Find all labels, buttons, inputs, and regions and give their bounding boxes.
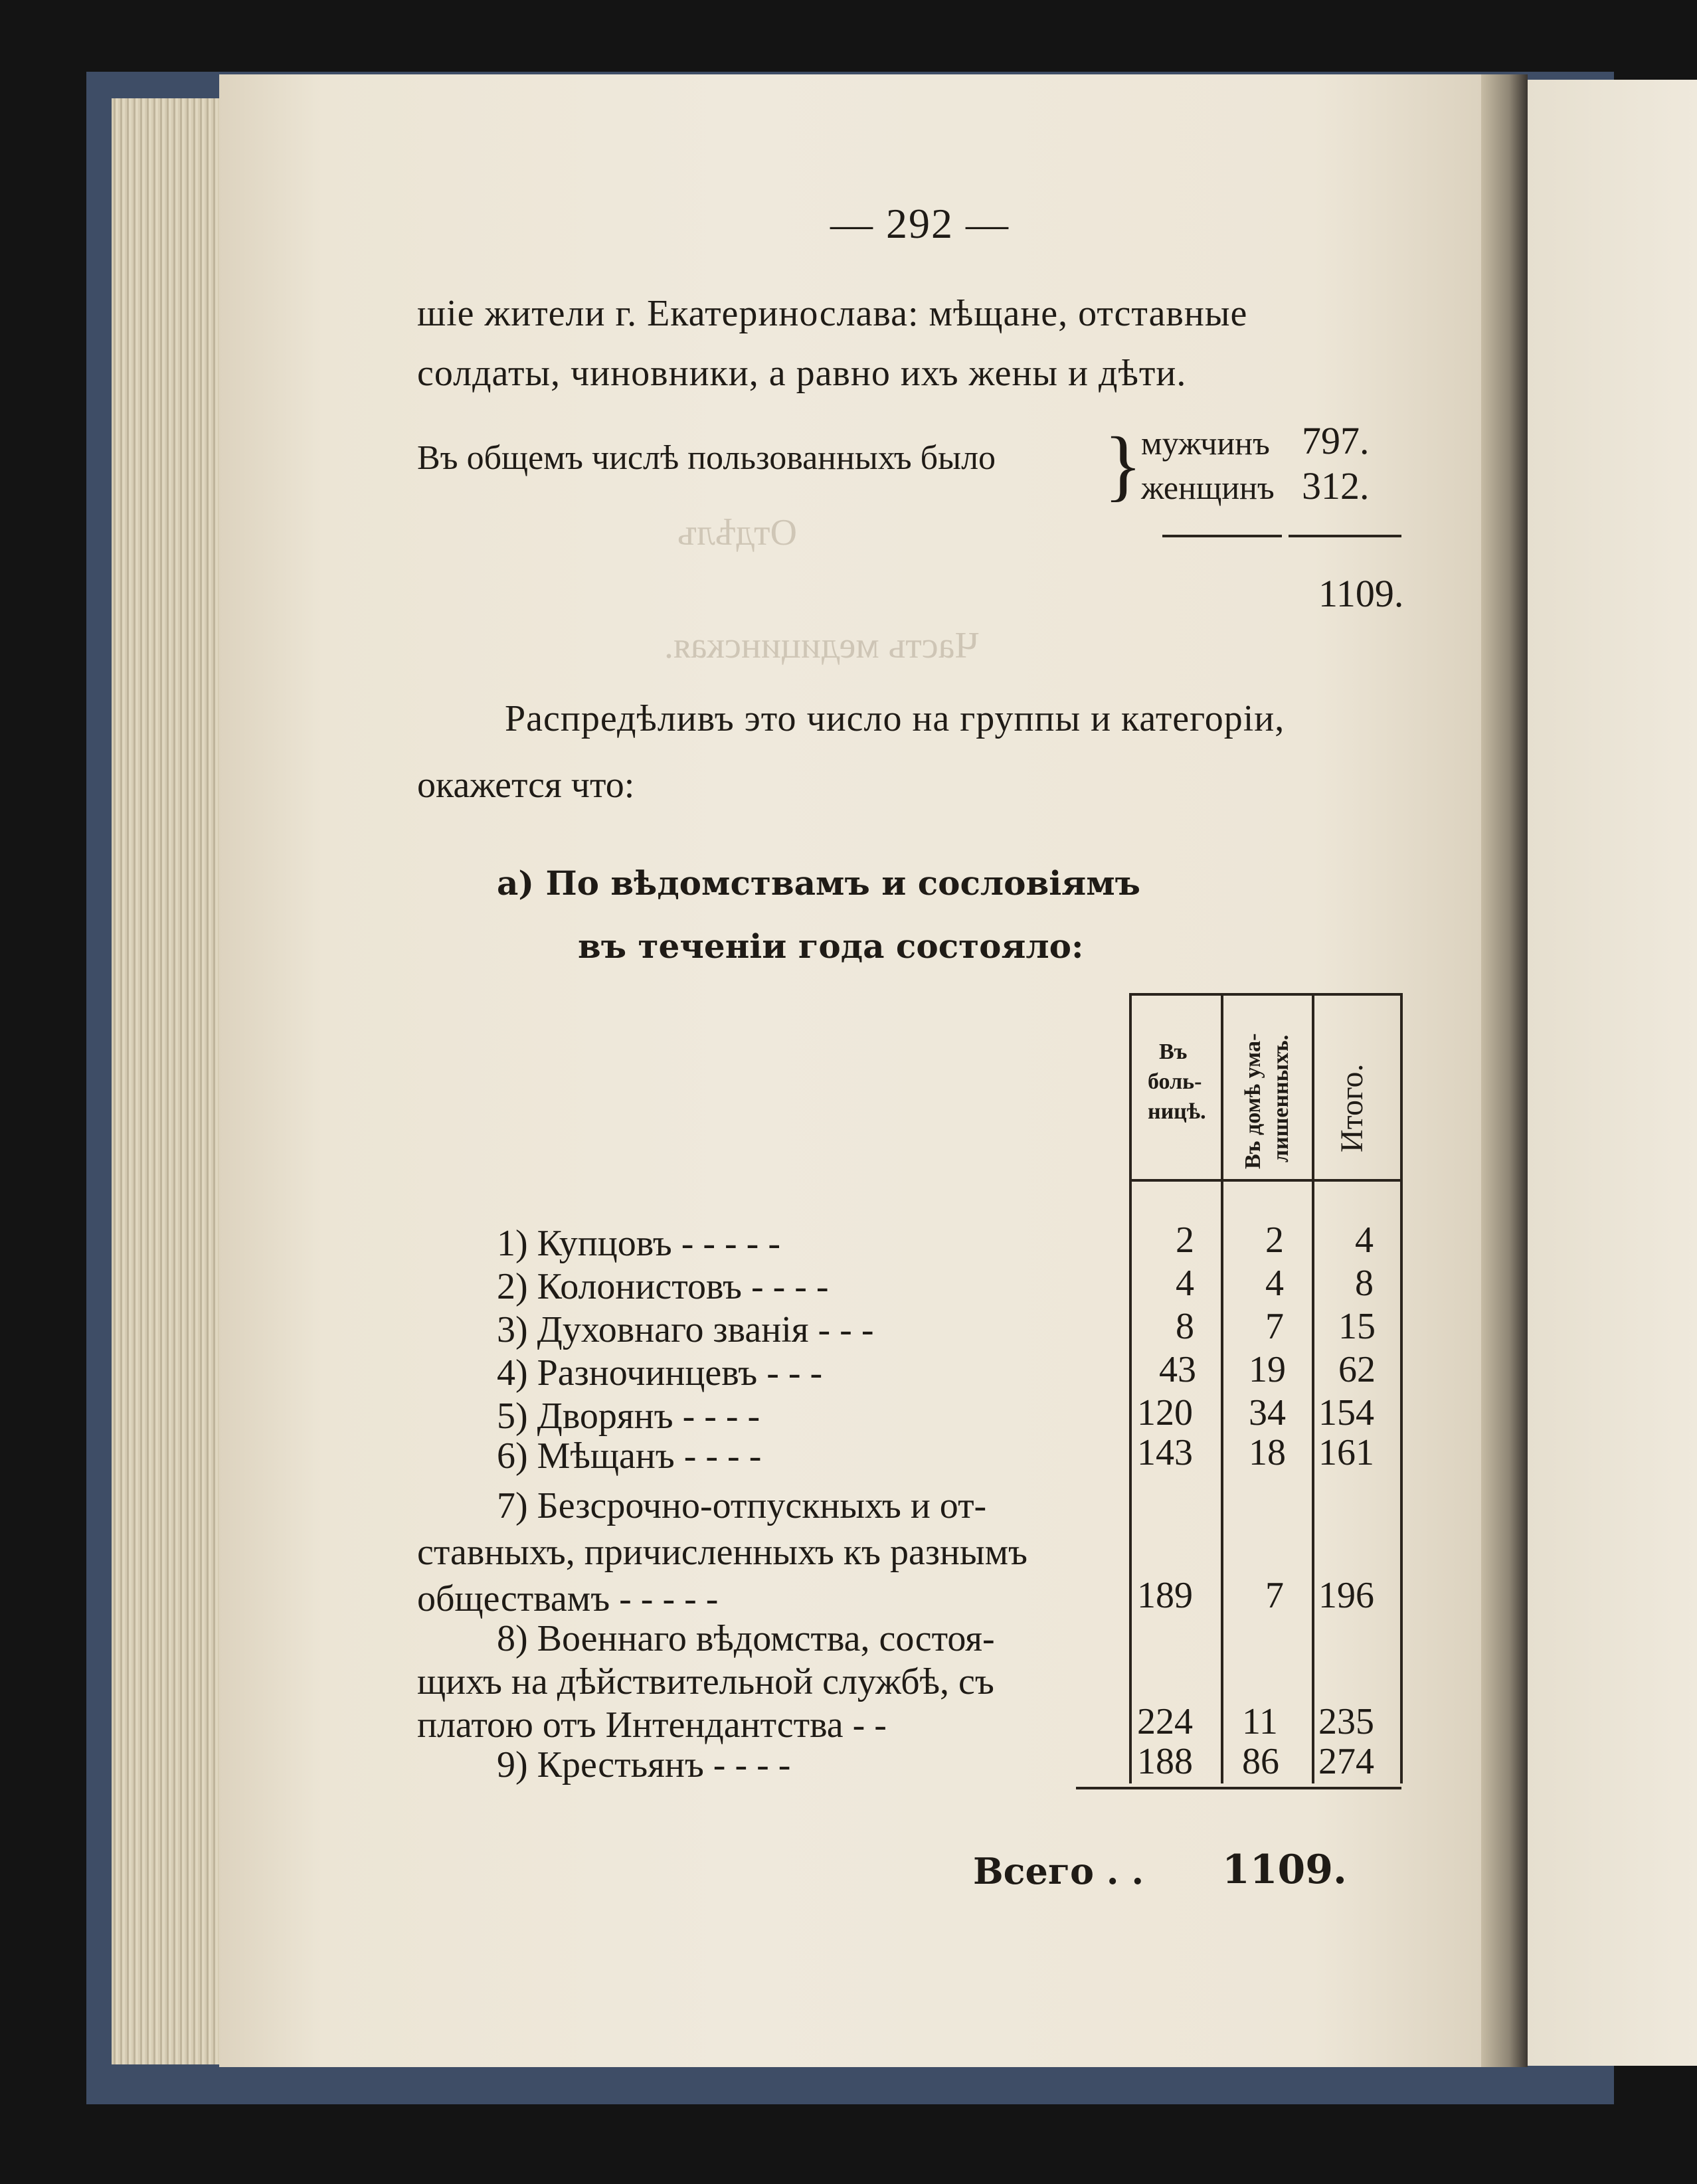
table-bottom-rule [1076,1787,1401,1789]
col-header-asylum: лишенныхъ. [1269,1034,1293,1162]
page-number: — 292 — [830,200,1010,247]
table-row-label: ставныхъ, причисленныхъ къ разнымъ [417,1532,1027,1573]
table-cell: 19 [1249,1349,1286,1390]
page-gutter [1481,74,1528,2067]
table-cell: 7 [1265,1306,1284,1347]
col-header-hospital: боль- [1148,1069,1202,1094]
table-col-rule [1221,993,1223,1783]
grand-total-label: Всего . . [973,1850,1144,1892]
table-cell: 62 [1338,1349,1376,1390]
table-cell: 4 [1265,1263,1284,1304]
table-cell: 18 [1249,1432,1286,1473]
table-cell: 8 [1355,1263,1374,1304]
grand-total-value: 1109. [1222,1847,1347,1893]
col-header-total: Итого. [1334,1063,1370,1152]
table-row-label: 4) Разночинцевъ - - - [497,1352,823,1394]
text-line: окажется что: [417,765,635,806]
table-cell: 143 [1137,1432,1193,1473]
show-through-text: Отдѣлъ [677,512,797,553]
table-col-rule [1400,993,1403,1783]
text-line: Распредѣливъ это число на группы и категоріи, [505,698,1285,739]
table-cell: 274 [1318,1741,1374,1782]
table-cell: 34 [1249,1392,1286,1433]
table-cell: 189 [1137,1575,1193,1616]
men-value: 797. [1302,419,1370,462]
table-row-label: 8) Военнаго вѣдомства, состоя- [497,1618,995,1659]
table-row-label: 2) Колонистовъ - - - - [497,1266,829,1307]
table-cell: 15 [1338,1306,1376,1347]
table-cell: 120 [1137,1392,1193,1433]
table-cell: 11 [1242,1701,1278,1742]
section-heading: а) По вѣдомствамъ и сословіямъ [497,864,1140,903]
table-header-rule [1129,1179,1401,1182]
table-cell: 86 [1242,1741,1279,1782]
table-cell: 2 [1265,1220,1284,1261]
col-header-hospital: ницѣ. [1148,1099,1206,1124]
table-cell: 161 [1318,1432,1374,1473]
section-heading: въ теченіи года состояло: [578,927,1084,966]
table-cell: 196 [1318,1575,1374,1616]
table-col-rule [1129,993,1132,1783]
table-cell: 8 [1176,1306,1194,1347]
table-top-rule [1129,993,1401,996]
text-line: солдаты, чиновники, а равно ихъ жены и дѣти. [417,353,1187,394]
table-col-rule [1312,993,1314,1783]
table-cell: 154 [1318,1392,1374,1433]
table-row-label: 9) Крестьянъ - - - - [497,1744,791,1785]
table-row-label: 7) Безсрочно-отпускныхъ и от- [497,1485,987,1526]
sum-rule [1289,535,1401,537]
table-cell: 188 [1137,1741,1193,1782]
table-cell: 235 [1318,1701,1374,1742]
table-cell: 7 [1265,1575,1284,1616]
women-value: 312. [1302,464,1370,507]
men-label: мужчинъ [1141,424,1270,462]
table-row-label: обществамъ - - - - - [417,1578,719,1619]
table-row-label: 5) Дворянъ - - - - [497,1396,760,1437]
col-header-asylum: Въ домѣ ума- [1241,1033,1265,1169]
sum-rule [1162,535,1282,537]
table-row-label: 3) Духовнаго званія - - - [497,1309,874,1350]
table-cell: 224 [1137,1701,1193,1742]
table-cell: 2 [1176,1220,1194,1261]
women-label: женщинъ [1141,469,1275,506]
brace: } [1104,420,1142,509]
table-row-label: платою отъ Интендантства - - [417,1704,887,1746]
col-header-hospital: Въ [1159,1040,1188,1064]
table-row-label: щихъ на дѣйствительной службѣ, съ [417,1661,994,1702]
table-cell: 43 [1159,1349,1196,1390]
sex-total: 1109. [1318,572,1404,615]
show-through-text: Часть медицинская. [664,625,979,666]
text-line: шіе жители г. Екатеринослава: мѣщане, отставные [417,293,1248,334]
table-cell: 4 [1355,1220,1374,1261]
table-row-label: 1) Купцовъ - - - - - [497,1223,780,1264]
table-cell: 4 [1176,1263,1194,1304]
total-by-sex-lead: Въ общемъ числѣ пользованныхъ было [417,439,996,477]
table-row-label: 6) Мѣщанъ - - - - [497,1435,762,1477]
facing-page-edge [1528,80,1697,2066]
